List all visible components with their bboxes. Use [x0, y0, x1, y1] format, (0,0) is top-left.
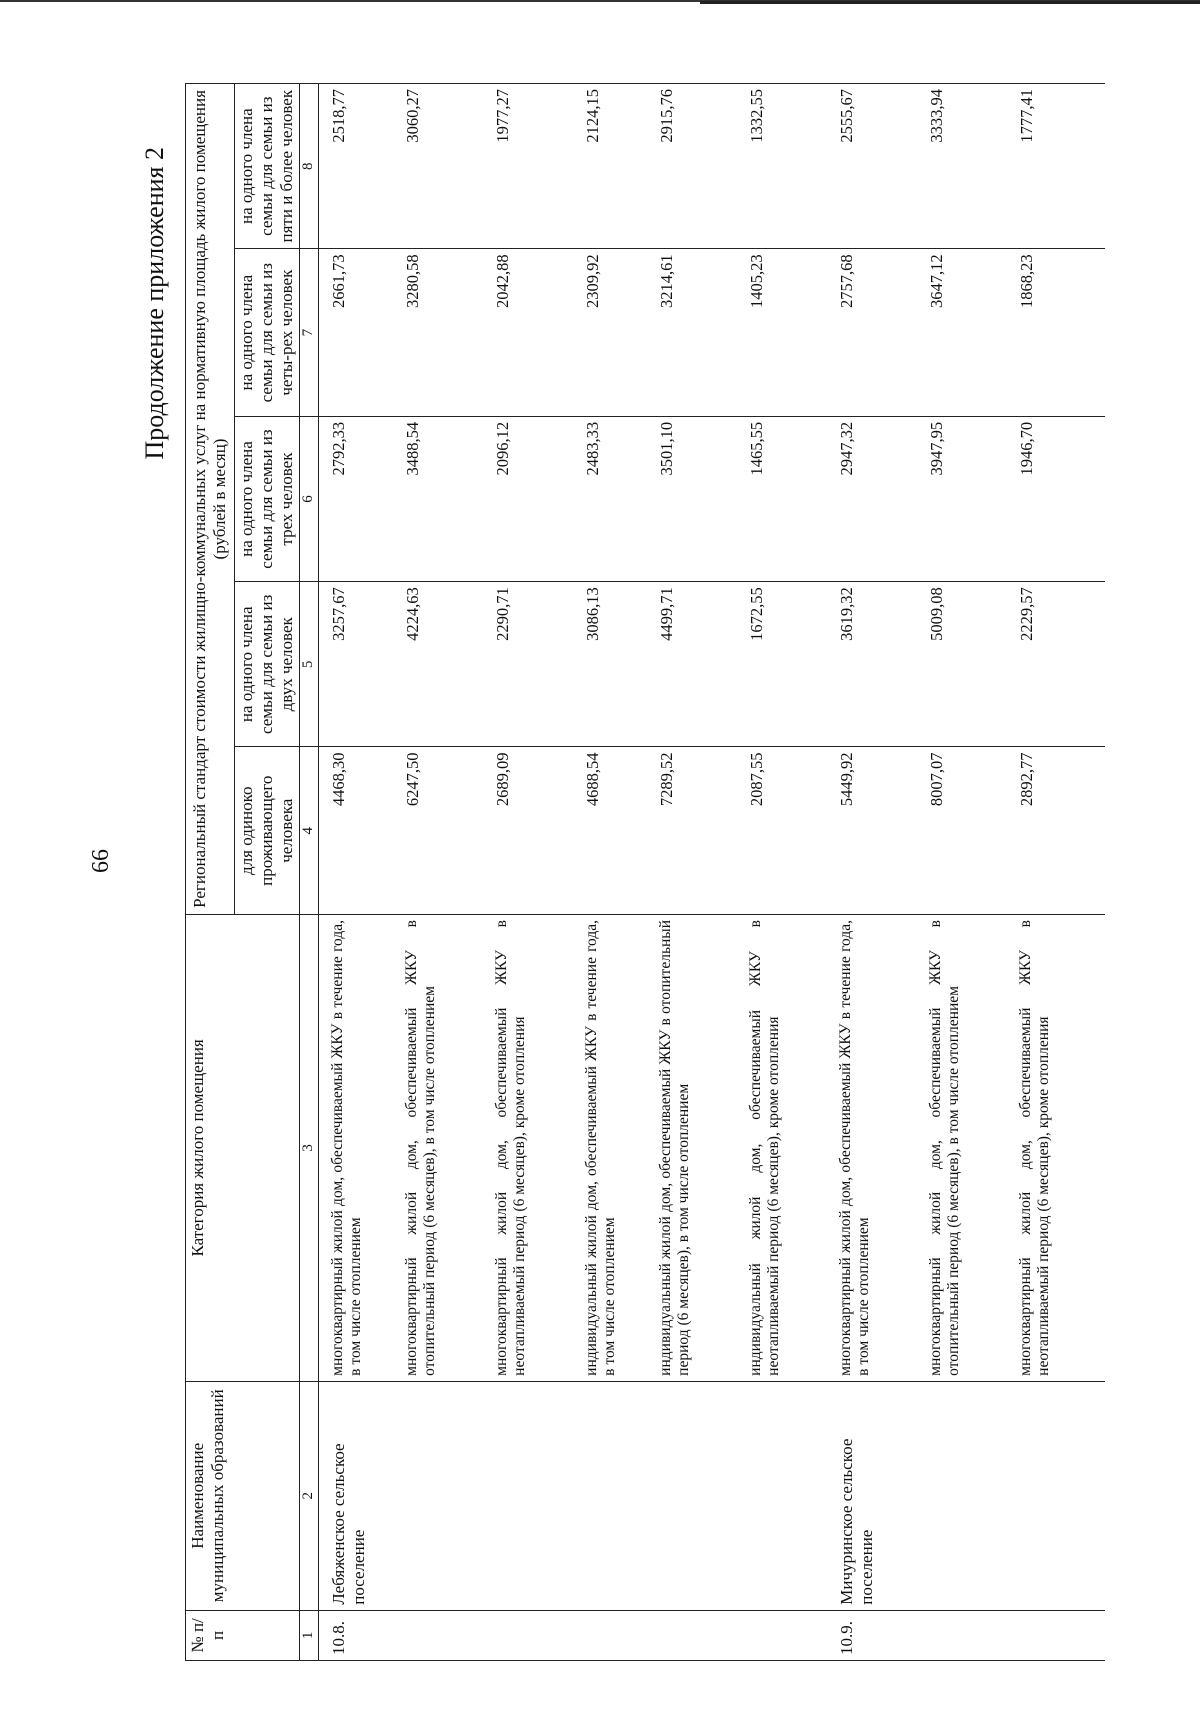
- header-col5: на одного члена семьи для семьи из двух человек: [235, 582, 300, 747]
- table-row: [401, 84, 491, 1661]
- value-three: 2096,12: [491, 416, 581, 581]
- header-col4: для одиноко проживающего человека: [235, 747, 300, 915]
- row-number: [401, 1610, 491, 1660]
- row-number: [491, 1610, 581, 1660]
- value-single: 2892,77: [1015, 747, 1105, 915]
- table-row: [1015, 84, 1105, 1661]
- value-two: 2229,57: [1015, 582, 1105, 747]
- value-five-plus: 3060,27: [401, 84, 491, 249]
- value-five-plus: 1977,27: [491, 84, 581, 249]
- header-col7: на одного члена семьи для семьи из четы-рех человек: [235, 249, 300, 417]
- value-four: 2042,88: [491, 249, 581, 417]
- table-row: [319, 84, 402, 1661]
- housing-category: многоквартирный жилой дом, обеспечиваемый ЖКУ в неотапливаемый период (6 месяцев), кроме отопления: [1015, 914, 1105, 1381]
- value-five-plus: 2124,15: [581, 84, 655, 249]
- value-two: 2290,71: [491, 582, 581, 747]
- municipality-name: [401, 1381, 491, 1610]
- municipality-name: [655, 1381, 745, 1610]
- column-number: 8: [300, 84, 319, 249]
- column-number: 1: [300, 1610, 319, 1660]
- value-four: 3214,61: [655, 249, 745, 417]
- value-three: 3947,95: [925, 416, 1015, 581]
- header-col8: на одного члена семьи для семьи из пяти и более человек: [235, 84, 300, 249]
- table-row: [491, 84, 581, 1661]
- value-four: 3647,12: [925, 249, 1015, 417]
- value-three: 3501,10: [655, 416, 745, 581]
- table-row: [835, 84, 925, 1661]
- table-row: [581, 84, 655, 1661]
- value-single: 2689,09: [491, 747, 581, 915]
- value-single: 2087,55: [745, 747, 835, 915]
- table-row: [925, 84, 1015, 1661]
- value-five-plus: 2518,77: [319, 84, 402, 249]
- value-two: 3257,67: [319, 582, 402, 747]
- value-five-plus: 1777,41: [1015, 84, 1105, 249]
- header-category: Категория жилого помещения: [186, 914, 300, 1381]
- row-number: 10.9.: [835, 1610, 925, 1660]
- value-single: 4688,54: [581, 747, 655, 915]
- value-three: 2792,33: [319, 416, 402, 581]
- value-five-plus: 1332,55: [745, 84, 835, 249]
- municipality-name: [581, 1381, 655, 1610]
- housing-category: многоквартирный жилой дом, обеспечиваемый ЖКУ в отопительный период (6 месяцев), в том числе отоплением: [401, 914, 491, 1381]
- municipality-name: [491, 1381, 581, 1610]
- cost-standards-table: [185, 83, 1105, 1661]
- table-row: [745, 84, 835, 1661]
- housing-category: индивидуальный жилой дом, обеспечиваемый ЖКУ в отопительный период (6 месяцев), в том числе отоплением: [655, 914, 745, 1381]
- municipality-name: [745, 1381, 835, 1610]
- value-two: 3086,13: [581, 582, 655, 747]
- column-number: 6: [300, 416, 319, 581]
- municipality-name: Лебяженское сельское поселение: [319, 1381, 402, 1610]
- housing-category: многоквартирный жилой дом, обеспечиваемый ЖКУ в отопительный период (6 месяцев), в том числе отоплением: [925, 914, 1015, 1381]
- housing-category: многоквартирный жилой дом, обеспечиваемый ЖКУ в неотапливаемый период (6 месяцев), кроме отопления: [491, 914, 581, 1381]
- housing-category: многоквартирный жилой дом, обеспечиваемый ЖКУ в течение года, в том числе отоплением: [835, 914, 925, 1381]
- value-two: 3619,32: [835, 582, 925, 747]
- value-three: 2947,32: [835, 416, 925, 581]
- row-number: [925, 1610, 1015, 1660]
- housing-category: индивидуальный жилой дом, обеспечиваемый ЖКУ в течение года, в том числе отоплением: [581, 914, 655, 1381]
- value-five-plus: 2915,76: [655, 84, 745, 249]
- value-two: 4499,71: [655, 582, 745, 747]
- housing-category: индивидуальный жилой дом, обеспечиваемый ЖКУ в неотапливаемый период (6 месяцев), кроме отопления: [745, 914, 835, 1381]
- row-number: [655, 1610, 745, 1660]
- column-number: 4: [300, 747, 319, 915]
- row-number: [745, 1610, 835, 1660]
- value-single: 4468,30: [319, 747, 402, 915]
- value-four: 3280,58: [401, 249, 491, 417]
- header-cost-standard: Региональный стандарт стоимости жилищно-коммунальных услуг на нормативную площадь жилого помещения (рублей в месяц): [186, 84, 235, 915]
- value-four: 1868,23: [1015, 249, 1105, 417]
- column-number: 2: [300, 1381, 319, 1610]
- column-number: 5: [300, 582, 319, 747]
- value-two: 1672,55: [745, 582, 835, 747]
- header-municipality: Наименование муниципальных образований: [186, 1381, 300, 1610]
- column-number: 7: [300, 249, 319, 417]
- value-four: 2309,92: [581, 249, 655, 417]
- value-five-plus: 3333,94: [925, 84, 1015, 249]
- housing-category: многоквартирный жилой дом, обеспечиваемый ЖКУ в течение года, в том числе отоплением: [319, 914, 402, 1381]
- value-single: 7289,52: [655, 747, 745, 915]
- value-single: 5449,92: [835, 747, 925, 915]
- value-five-plus: 2555,67: [835, 84, 925, 249]
- municipality-name: [925, 1381, 1015, 1610]
- value-four: 2757,68: [835, 249, 925, 417]
- continuation-title: Продолжение приложения 2: [140, 147, 169, 460]
- value-two: 5009,08: [925, 582, 1015, 747]
- row-number: [581, 1610, 655, 1660]
- page-number: 66: [88, 849, 114, 873]
- value-three: 1946,70: [1015, 416, 1105, 581]
- table-row: [655, 84, 745, 1661]
- value-four: 2661,73: [319, 249, 402, 417]
- row-number: 10.8.: [319, 1610, 402, 1660]
- value-three: 1465,55: [745, 416, 835, 581]
- municipality-name: [1015, 1381, 1105, 1610]
- value-three: 2483,33: [581, 416, 655, 581]
- municipality-name: Мичуринское сельское поселение: [835, 1381, 925, 1610]
- value-single: 6247,50: [401, 747, 491, 915]
- value-three: 3488,54: [401, 416, 491, 581]
- value-single: 8007,07: [925, 747, 1015, 915]
- row-number: [1015, 1610, 1105, 1660]
- column-number: 3: [300, 914, 319, 1381]
- value-four: 1405,23: [745, 249, 835, 417]
- value-two: 4224,63: [401, 582, 491, 747]
- header-num: № п/п: [186, 1610, 300, 1660]
- header-col6: на одного члена семьи для семьи из трех человек: [235, 416, 300, 581]
